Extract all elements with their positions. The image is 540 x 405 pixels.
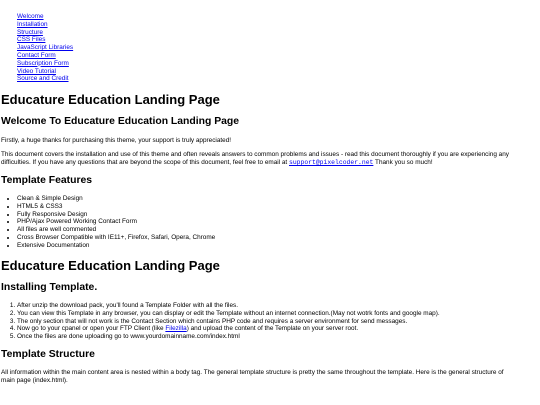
structure-heading: Template Structure	[1, 349, 95, 360]
installation-step	[17, 325, 440, 333]
toc-link-video-tutorial[interactable]: Video Tutorial	[17, 67, 56, 75]
toc-link-contact-form[interactable]: Contact Form	[17, 51, 56, 59]
toc-item-installation	[17, 21, 540, 29]
toc-item-contact-form	[17, 52, 540, 60]
installation-step: 5. Once the files are done uploading go to www.yourdomainname.com/index.html	[17, 333, 440, 341]
intro-text-line1: This document covers the installation and use of this theme and often reveals answers to common problems and issues - read this document thoroughly if you are experiencing any	[1, 151, 509, 158]
installation-step: 2. You can view this Template in any browser, you can display or edit the Template without an internet connection.(May not wotrk fonts and google map).	[17, 310, 440, 318]
toc-item-structure	[17, 29, 540, 37]
installation-step: 3. The only section that will not work is the Contact Section which contains PHP code and requires a server environment for send messages.	[17, 318, 440, 326]
feature-item: • Fully Responsive Design	[17, 211, 215, 219]
installation-steps-list	[1, 302, 440, 341]
installation-page-title: Educature Education Landing Page	[1, 258, 220, 273]
installation-step: 1. After unzip the download pack, you'll found a Template Folder with all the files.	[17, 302, 440, 310]
step-text-prefix: Now go to your cpanel or open your FTP Client (like	[17, 325, 164, 333]
table-of-contents	[0, 0, 540, 83]
intro-text-line2	[1, 159, 433, 167]
welcome-page-title: Educature Education Landing Page	[1, 92, 220, 107]
features-heading: Template Features	[1, 175, 93, 186]
toc-item-javascript-libraries	[17, 44, 540, 52]
structure-text-line1: All information within the main content area is nested within a body tag. The general template structure is pretty the same throughout the template. Here is the general structure of	[1, 369, 504, 376]
support-email-link[interactable]: support@pixelcoder.net	[289, 159, 374, 166]
toc-link-welcome[interactable]: Welcome	[17, 13, 44, 20]
installation-heading: Installing Template.	[1, 282, 98, 293]
toc-item-css-files	[17, 36, 540, 44]
welcome-heading: Welcome To Educature Education Landing Page	[1, 116, 240, 127]
toc-link-structure[interactable]: Structure	[17, 28, 43, 36]
feature-item: • All files are well commented	[17, 226, 215, 234]
feature-item: • Clean & Simple Design	[17, 195, 215, 203]
toc-link-source-and-credit[interactable]: Source and Credit	[17, 75, 69, 83]
toc-link-css-files[interactable]: CSS Files	[17, 36, 46, 44]
filezilla-link[interactable]: Filezilla	[165, 325, 187, 333]
feature-item: • Cross Browser Compatible with IE11+, Firefox, Safari, Opera, Chrome	[17, 234, 215, 242]
toc-item-subscription-form	[17, 60, 540, 68]
toc-link-javascript-libraries[interactable]: JavaScript Libraries	[17, 44, 74, 52]
toc-link-installation[interactable]: Installation	[17, 20, 48, 28]
toc-item-source-and-credit	[17, 75, 540, 83]
structure-text-line2: main page (index.html).	[1, 377, 68, 384]
toc-item-welcome	[17, 13, 540, 21]
feature-item: • HTML5 & CSS3	[17, 203, 215, 211]
intro-text-prefix: difficulties. If you have any questions that are beyond the scope of this document, feel free to email at	[1, 159, 288, 166]
features-list	[1, 195, 215, 250]
feature-item: • Extensive Documentation	[17, 242, 215, 250]
thanks-text: Firstly, a huge thanks for purchasing this theme, your support is truly appreciated!	[1, 137, 232, 144]
step-text-suffix: ) and upload the content of the Template on your server root.	[186, 325, 359, 333]
toc-item-video-tutorial	[17, 68, 540, 76]
intro-text-suffix: Thank you so much!	[375, 159, 433, 166]
feature-item: • PHP/Ajax Powered Working Contact Form	[17, 218, 215, 226]
toc-link-subscription-form[interactable]: Subscription Form	[17, 59, 69, 67]
